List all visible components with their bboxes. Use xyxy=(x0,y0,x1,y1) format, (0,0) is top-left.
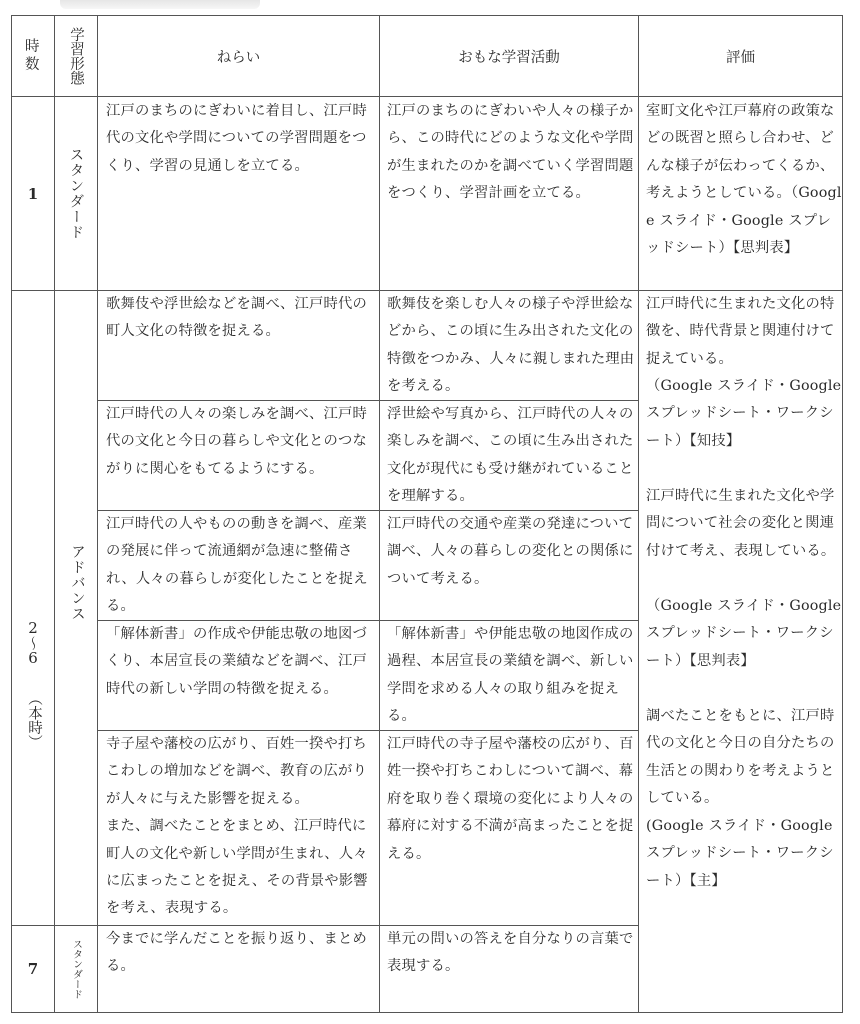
row5-aim-text: 「解体新書」の作成や伊能忠敬の地図づくり、本居宣長の業績などを調べ、江戸時代の新しい学問の特徴を捉える。 xyxy=(106,626,367,697)
row1-activity-text: 江戸のまちのにぎわいや人々の様子から、この時代にどのような文化や学問が生まれたのかを調べていく学習問題をつくり、学習計画を立てる。 xyxy=(387,103,634,202)
header-activities xyxy=(379,15,639,97)
row2-6-format-label: アドバンス xyxy=(69,544,85,622)
row4-aim xyxy=(97,510,380,621)
row7-format-label: スタンダード xyxy=(70,939,82,999)
evaluation-knowledge-tools: （Google スライド・Google スプレッドシート・ワークシート）【知技】 xyxy=(646,378,847,449)
row7-activity xyxy=(379,925,639,1013)
row5-activity-text: 「解体新書」や伊能忠敬の地図作成の過程、本居宣長の業績を調べ、新しい学問を求める人々の取り組みを捉える。 xyxy=(387,626,634,725)
row3-aim-text: 江戸時代の人々の楽しみを調べ、江戸時代の文化と今日の暮らしや文化とのつながりに関心をもてるようにする。 xyxy=(106,406,367,477)
row4-aim-text: 江戸時代の人やものの動きを調べ、産業の発展に伴って流通網が急速に整備され、人々の暮らしが変化したことを捉える。 xyxy=(106,516,368,615)
row1-evaluation xyxy=(638,96,843,291)
row1-evaluation-text: 室町文化や江戸幕府の政策などの既習と照らし合わせ、どんな様子が伝わってくるか、考えようとしている。（Google スライド・Google スプレッドシート）【思判表】 xyxy=(646,103,842,257)
evaluation-knowledge-text: 江戸時代に生まれた文化の特徴を、時代背景と関連付けて捉えている。 xyxy=(646,296,835,367)
row2-aim xyxy=(97,290,380,401)
header-aim xyxy=(97,15,380,97)
row1-format-label: スタンダード xyxy=(67,147,84,240)
row2-6-hours-tilde: ～ xyxy=(24,635,42,651)
row7-aim-text: 今までに学んだことを振り返り、まとめる。 xyxy=(106,931,367,975)
row1-format xyxy=(54,96,98,291)
row3-activity-text: 浮世絵や写真から、江戸時代の人々の楽しみを調べ、この頃に生み出された文化が現代にも受け継がれていることを理解する。 xyxy=(387,406,634,505)
row5-aim xyxy=(97,620,380,731)
evaluation-attitude-text: 調べたことをもとに、江戸時代の文化と今日の自分たちの生活との関わりを考えようとしている。 xyxy=(646,708,835,807)
evaluation-thinking-text: 江戸時代に生まれた文化や学問について社会の変化と関連付けて考え、表現している。 xyxy=(646,488,836,559)
row5-activity xyxy=(379,620,639,731)
row1-aim-text: 江戸のまちのにぎわいに着目し、江戸時代の文化や学問についての学習問題をつくり、学習の見通しを立てる。 xyxy=(106,103,367,174)
row2-7-evaluation xyxy=(638,290,847,1013)
row2-aim-text: 歌舞伎や浮世絵などを調べ、江戸時代の町人文化の特徴を捉える。 xyxy=(106,296,367,340)
row1-activity xyxy=(379,96,639,291)
row4-activity xyxy=(379,510,639,621)
header-hours xyxy=(11,15,55,97)
row6-activity xyxy=(379,730,639,926)
row7-activity-text: 単元の問いの答えを自分なりの言葉で表現する。 xyxy=(387,931,634,975)
row1-hours xyxy=(11,96,55,291)
row6-activity-text: 江戸時代の寺子屋や藩校の広がり、百姓一揆や打ちこわしについて調べ、幕府を取り巻く環境の変化により人々の幕府に対する不満が高まったことを捉える。 xyxy=(387,736,634,862)
row2-6-hours-start: 2 xyxy=(28,619,38,637)
row4-activity-text: 江戸時代の交通や産業の発達について調べ、人々の暮らしの変化との関係について考える。 xyxy=(387,516,634,587)
row2-6-hours xyxy=(11,290,55,926)
row2-6-hours-end: 6 xyxy=(28,649,38,667)
row2-activity-text: 歌舞伎を楽しむ人々の様子や浮世絵などから、この頃に生み出された文化の特徴をつかみ、人々に親しまれた理由を考える。 xyxy=(387,296,635,395)
evaluation-attitude-tools: (Google スライド・Google スプレッドシート・ワークシート）【主】 xyxy=(646,818,838,889)
row7-hours xyxy=(11,925,55,1013)
row7-format xyxy=(54,925,98,1013)
header-format-label: 学習形態 xyxy=(68,27,84,85)
row1-aim xyxy=(97,96,380,291)
row6-aim-text: 寺子屋や藩校の広がり、百姓一揆や打ちこわしの増加などを調べ、教育の広がりが人々に与えた影響を捉える。 また、調べたことをまとめ、江戸時代に町人の文化や新しい学問が生まれ、人々に広まったことを捉え、その背景や影響を考え、表現する。 xyxy=(106,736,368,917)
row2-6-format xyxy=(54,290,98,926)
row2-activity xyxy=(379,290,639,401)
header-hours-label: 時数 xyxy=(25,39,41,73)
top-shadow xyxy=(60,0,260,9)
row7-aim xyxy=(97,925,380,1013)
row3-activity xyxy=(379,400,639,511)
row2-6-hours-note: （本時） xyxy=(26,691,42,749)
header-evaluation-label: 評価 xyxy=(726,49,755,66)
row7-hours-value: 7 xyxy=(27,960,39,978)
header-activities-label: おもな学習活動 xyxy=(458,49,560,66)
header-evaluation xyxy=(638,15,843,97)
evaluation-thinking-tools: （Google スライド・Google スプレッドシート・ワークシート）【思判表】 xyxy=(646,598,847,669)
row1-hours-value: 1 xyxy=(27,184,39,203)
header-format xyxy=(54,15,98,97)
row6-aim xyxy=(97,730,380,926)
row2-6-hours-range xyxy=(12,621,54,665)
row3-aim xyxy=(97,400,380,511)
header-aim-label: ねらい xyxy=(216,49,261,66)
